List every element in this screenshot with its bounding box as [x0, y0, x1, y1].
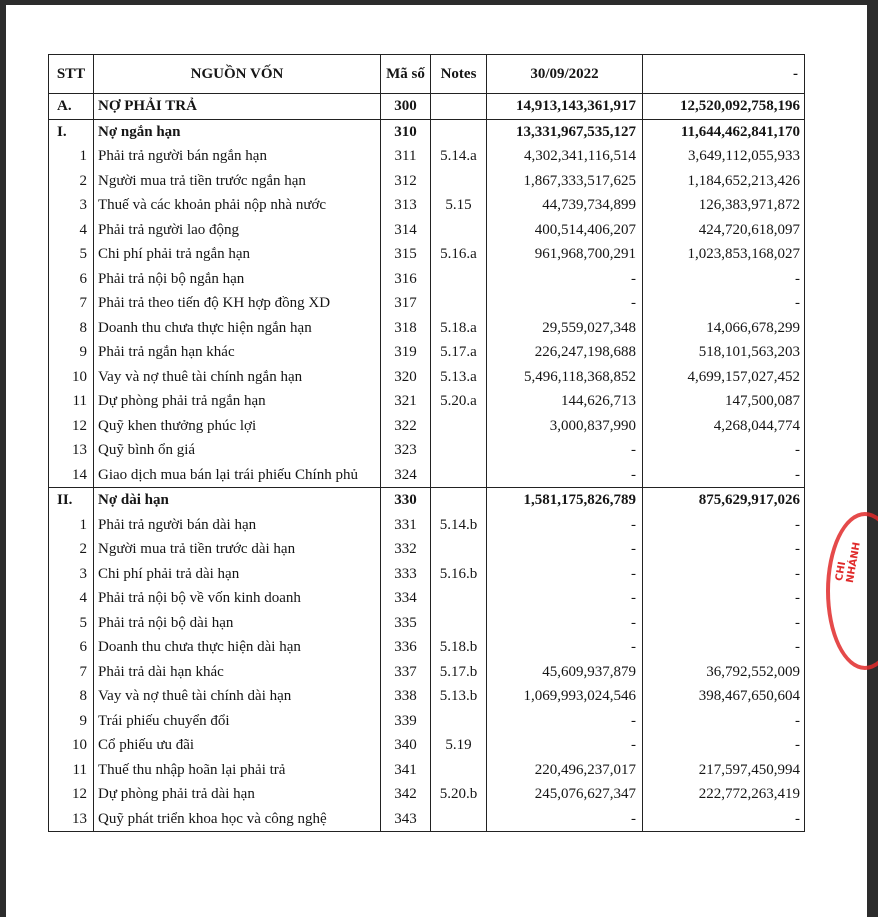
table-row: [49, 635, 805, 660]
row-note: 5.17.a: [431, 340, 487, 365]
row-code: 320: [381, 365, 431, 390]
row-value-period-2: -: [643, 291, 805, 316]
row-stt: 7: [49, 660, 94, 685]
header-notes: Notes: [431, 55, 487, 94]
row-stt: 4: [49, 218, 94, 243]
table-row: [49, 218, 805, 243]
row-value-period-2: -: [643, 513, 805, 538]
row-value-period-1: -: [487, 709, 643, 734]
row-code: 310: [381, 119, 431, 144]
table-row: [49, 611, 805, 636]
row-note: [431, 537, 487, 562]
row-value-period-1: 5,496,118,368,852: [487, 365, 643, 390]
row-value-period-1: 1,581,175,826,789: [487, 488, 643, 513]
row-value-period-2: 875,629,917,026: [643, 488, 805, 513]
header-period-1: 30/09/2022: [487, 55, 643, 94]
row-note: 5.19: [431, 733, 487, 758]
row-name: Giao dịch mua bán lại trái phiếu Chính phủ: [94, 463, 381, 488]
row-value-period-2: -: [643, 463, 805, 488]
row-value-period-2: 518,101,563,203: [643, 340, 805, 365]
row-stt: 10: [49, 365, 94, 390]
row-note: 5.13.b: [431, 684, 487, 709]
row-stt: 7: [49, 291, 94, 316]
row-value-period-2: -: [643, 562, 805, 587]
row-note: 5.20.b: [431, 782, 487, 807]
table-row: [49, 709, 805, 734]
row-code: 338: [381, 684, 431, 709]
row-note: 5.18.b: [431, 635, 487, 660]
row-value-period-1: 44,739,734,899: [487, 193, 643, 218]
row-code: 339: [381, 709, 431, 734]
table-header-row: [49, 55, 805, 94]
row-code: 323: [381, 438, 431, 463]
row-value-period-2: 1,023,853,168,027: [643, 242, 805, 267]
row-code: 319: [381, 340, 431, 365]
section-i-header-row: [49, 119, 805, 144]
row-value-period-1: -: [487, 463, 643, 488]
row-value-period-1: -: [487, 562, 643, 587]
row-stt: 1: [49, 144, 94, 169]
row-note: 5.20.a: [431, 389, 487, 414]
row-value-period-2: 4,699,157,027,452: [643, 365, 805, 390]
row-stt: 13: [49, 438, 94, 463]
section-ii-header-row: [49, 488, 805, 513]
row-name: Người mua trả tiền trước ngắn hạn: [94, 169, 381, 194]
row-stt: 5: [49, 611, 94, 636]
header-period-2: -: [643, 55, 805, 94]
row-note: 5.14.a: [431, 144, 487, 169]
row-value-period-1: 961,968,700,291: [487, 242, 643, 267]
row-name: Nợ ngắn hạn: [94, 119, 381, 144]
row-code: 312: [381, 169, 431, 194]
row-value-period-2: -: [643, 438, 805, 463]
row-stt: 9: [49, 709, 94, 734]
row-code: 342: [381, 782, 431, 807]
row-stt: 9: [49, 340, 94, 365]
row-code: 311: [381, 144, 431, 169]
row-value-period-1: -: [487, 733, 643, 758]
table-row: [49, 340, 805, 365]
table-row: [49, 389, 805, 414]
row-note: 5.15: [431, 193, 487, 218]
row-value-period-1: 144,626,713: [487, 389, 643, 414]
row-value-period-2: 14,066,678,299: [643, 316, 805, 341]
row-value-period-1: 3,000,837,990: [487, 414, 643, 439]
row-note: [431, 94, 487, 120]
row-code: 318: [381, 316, 431, 341]
row-code: 331: [381, 513, 431, 538]
row-name: Quỹ bình ổn giá: [94, 438, 381, 463]
row-code: 340: [381, 733, 431, 758]
row-value-period-1: 4,302,341,116,514: [487, 144, 643, 169]
table-row: [49, 267, 805, 292]
row-note: [431, 119, 487, 144]
row-value-period-2: 36,792,552,009: [643, 660, 805, 685]
row-stt: 8: [49, 684, 94, 709]
row-code: 330: [381, 488, 431, 513]
row-value-period-1: -: [487, 807, 643, 832]
row-value-period-1: 45,609,937,879: [487, 660, 643, 685]
table-row: [49, 316, 805, 341]
row-value-period-2: -: [643, 586, 805, 611]
row-stt: A.: [49, 94, 94, 120]
row-name: Doanh thu chưa thực hiện ngắn hạn: [94, 316, 381, 341]
row-name: Doanh thu chưa thực hiện dài hạn: [94, 635, 381, 660]
table-row: [49, 365, 805, 390]
row-value-period-1: -: [487, 267, 643, 292]
row-value-period-1: -: [487, 513, 643, 538]
table-row: [49, 193, 805, 218]
row-note: [431, 438, 487, 463]
row-value-period-2: -: [643, 537, 805, 562]
row-stt: 5: [49, 242, 94, 267]
table-row: [49, 684, 805, 709]
table-row: [49, 414, 805, 439]
row-value-period-1: -: [487, 291, 643, 316]
table-row: [49, 562, 805, 587]
row-note: [431, 463, 487, 488]
row-code: 324: [381, 463, 431, 488]
row-code: 315: [381, 242, 431, 267]
row-note: 5.14.b: [431, 513, 487, 538]
row-note: 5.16.a: [431, 242, 487, 267]
table-row: [49, 169, 805, 194]
table-row: [49, 144, 805, 169]
row-note: [431, 611, 487, 636]
row-value-period-2: 126,383,971,872: [643, 193, 805, 218]
row-name: Chi phí phải trả dài hạn: [94, 562, 381, 587]
row-value-period-2: 11,644,462,841,170: [643, 119, 805, 144]
row-name: Phải trả nội bộ ngắn hạn: [94, 267, 381, 292]
row-value-period-1: 14,913,143,361,917: [487, 94, 643, 120]
row-code: 336: [381, 635, 431, 660]
row-stt: 2: [49, 169, 94, 194]
row-stt: 2: [49, 537, 94, 562]
row-name: Dự phòng phải trả dài hạn: [94, 782, 381, 807]
table-row: [49, 291, 805, 316]
row-stt: 4: [49, 586, 94, 611]
row-value-period-1: 13,331,967,535,127: [487, 119, 643, 144]
row-value-period-2: 1,184,652,213,426: [643, 169, 805, 194]
row-value-period-2: 398,467,650,604: [643, 684, 805, 709]
row-stt: 8: [49, 316, 94, 341]
row-value-period-2: 3,649,112,055,933: [643, 144, 805, 169]
table-row: [49, 782, 805, 807]
row-code: 317: [381, 291, 431, 316]
row-note: 5.16.b: [431, 562, 487, 587]
table-row: [49, 463, 805, 488]
row-code: 313: [381, 193, 431, 218]
row-code: 335: [381, 611, 431, 636]
row-note: [431, 218, 487, 243]
row-value-period-1: 226,247,198,688: [487, 340, 643, 365]
row-note: 5.13.a: [431, 365, 487, 390]
row-stt: 3: [49, 562, 94, 587]
row-name: Người mua trả tiền trước dài hạn: [94, 537, 381, 562]
row-stt: I.: [49, 119, 94, 144]
row-value-period-2: 4,268,044,774: [643, 414, 805, 439]
stamp-text: CHI NHÁNH: [834, 541, 863, 584]
row-stt: 10: [49, 733, 94, 758]
row-code: 316: [381, 267, 431, 292]
row-name: Phải trả người bán ngắn hạn: [94, 144, 381, 169]
row-value-period-1: 29,559,027,348: [487, 316, 643, 341]
header-ma-so: Mã số: [381, 55, 431, 94]
header-nguon-von: NGUỒN VỐN: [94, 55, 381, 94]
row-name: Quỹ phát triển khoa học và công nghệ: [94, 807, 381, 832]
row-stt: 6: [49, 267, 94, 292]
row-code: 300: [381, 94, 431, 120]
row-stt: II.: [49, 488, 94, 513]
row-note: [431, 414, 487, 439]
row-value-period-2: 12,520,092,758,196: [643, 94, 805, 120]
table-row: [49, 242, 805, 267]
row-note: [431, 488, 487, 513]
row-name: Nợ dài hạn: [94, 488, 381, 513]
row-name: Thuế thu nhập hoãn lại phải trả: [94, 758, 381, 783]
row-value-period-1: -: [487, 537, 643, 562]
row-stt: 12: [49, 782, 94, 807]
row-note: [431, 267, 487, 292]
balance-sheet-table: [48, 54, 805, 832]
row-code: 343: [381, 807, 431, 832]
row-name: NỢ PHẢI TRẢ: [94, 94, 381, 120]
row-name: Dự phòng phải trả ngắn hạn: [94, 389, 381, 414]
row-value-period-2: -: [643, 635, 805, 660]
row-name: Thuế và các khoản phải nộp nhà nước: [94, 193, 381, 218]
row-note: [431, 169, 487, 194]
row-stt: 13: [49, 807, 94, 832]
row-value-period-1: -: [487, 438, 643, 463]
row-value-period-2: -: [643, 267, 805, 292]
row-note: 5.18.a: [431, 316, 487, 341]
row-value-period-2: -: [643, 611, 805, 636]
row-note: [431, 807, 487, 832]
row-name: Phải trả nội bộ về vốn kinh doanh: [94, 586, 381, 611]
row-stt: 11: [49, 389, 94, 414]
table-row: [49, 733, 805, 758]
row-name: Phải trả người lao động: [94, 218, 381, 243]
row-value-period-2: -: [643, 709, 805, 734]
row-code: 321: [381, 389, 431, 414]
row-code: 341: [381, 758, 431, 783]
row-name: Phải trả người bán dài hạn: [94, 513, 381, 538]
row-note: [431, 758, 487, 783]
row-value-period-2: 217,597,450,994: [643, 758, 805, 783]
row-name: Chi phí phải trả ngắn hạn: [94, 242, 381, 267]
section-a-row: [49, 94, 805, 120]
row-name: Phải trả dài hạn khác: [94, 660, 381, 685]
row-code: 334: [381, 586, 431, 611]
row-name: Vay và nợ thuê tài chính dài hạn: [94, 684, 381, 709]
row-value-period-1: -: [487, 611, 643, 636]
table-row: [49, 537, 805, 562]
row-note: [431, 291, 487, 316]
row-name: Cổ phiếu ưu đãi: [94, 733, 381, 758]
row-value-period-1: 1,867,333,517,625: [487, 169, 643, 194]
row-code: 337: [381, 660, 431, 685]
row-value-period-1: 220,496,237,017: [487, 758, 643, 783]
table-row: [49, 758, 805, 783]
row-value-period-1: -: [487, 586, 643, 611]
row-name: Phải trả theo tiến độ KH hợp đồng XD: [94, 291, 381, 316]
row-note: [431, 586, 487, 611]
table-row: [49, 513, 805, 538]
row-name: Quỹ khen thưởng phúc lợi: [94, 414, 381, 439]
table-row: [49, 660, 805, 685]
row-code: 333: [381, 562, 431, 587]
row-name: Phải trả ngắn hạn khác: [94, 340, 381, 365]
row-value-period-2: -: [643, 733, 805, 758]
row-value-period-1: 245,076,627,347: [487, 782, 643, 807]
row-name: Phải trả nội bộ dài hạn: [94, 611, 381, 636]
row-stt: 12: [49, 414, 94, 439]
row-stt: 3: [49, 193, 94, 218]
row-value-period-2: 147,500,087: [643, 389, 805, 414]
row-name: Vay và nợ thuê tài chính ngắn hạn: [94, 365, 381, 390]
table-row: [49, 807, 805, 832]
row-code: 314: [381, 218, 431, 243]
row-code: 322: [381, 414, 431, 439]
row-note: [431, 709, 487, 734]
row-value-period-1: 1,069,993,024,546: [487, 684, 643, 709]
row-name: Trái phiếu chuyển đổi: [94, 709, 381, 734]
row-stt: 11: [49, 758, 94, 783]
row-value-period-2: -: [643, 807, 805, 832]
row-stt: 1: [49, 513, 94, 538]
row-note: 5.17.b: [431, 660, 487, 685]
row-value-period-2: 222,772,263,419: [643, 782, 805, 807]
header-stt: STT: [49, 55, 94, 94]
row-code: 332: [381, 537, 431, 562]
table-row: [49, 438, 805, 463]
row-value-period-1: -: [487, 635, 643, 660]
row-stt: 6: [49, 635, 94, 660]
row-value-period-1: 400,514,406,207: [487, 218, 643, 243]
row-value-period-2: 424,720,618,097: [643, 218, 805, 243]
row-stt: 14: [49, 463, 94, 488]
table-row: [49, 586, 805, 611]
